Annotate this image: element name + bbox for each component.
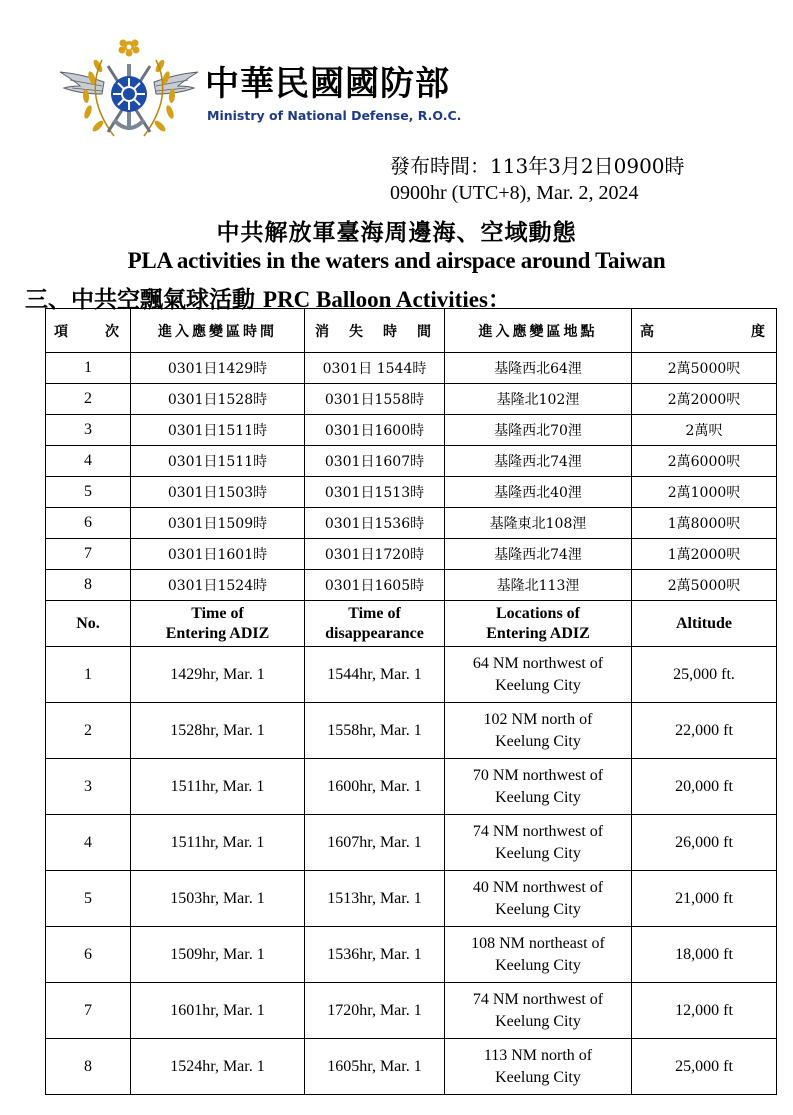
- table-header-zh: [46, 309, 777, 353]
- table-row: [46, 477, 777, 508]
- row-location: 基隆東北108浬: [445, 508, 632, 539]
- row-altitude: 21,000 ft: [632, 871, 777, 927]
- header-en-disappear-time-line1: Time of: [348, 604, 401, 622]
- row-location-line1: 74 NM northwest of: [472, 990, 604, 1008]
- row-disappear-time: 0301日1605時: [305, 570, 445, 601]
- header-altitude: 高 度: [632, 309, 777, 353]
- row-no: 1: [46, 353, 131, 384]
- row-location-line1: 102 NM north of: [483, 710, 593, 728]
- row-enter-time: 0301日1601時: [131, 539, 305, 570]
- row-altitude: 22,000 ft: [632, 703, 777, 759]
- header-item-no: 項 次: [46, 309, 131, 353]
- row-disappear-time: 0301日1600時: [305, 415, 445, 446]
- row-location: [445, 871, 632, 927]
- row-disappear-time: 1513hr, Mar. 1: [305, 871, 445, 927]
- row-disappear-time: 0301日 1544時: [305, 353, 445, 384]
- row-location: 基隆西北74浬: [445, 446, 632, 477]
- row-location-line1: 40 NM northwest of: [472, 878, 604, 896]
- release-time-zh: 發布時間：113年3月2日0900時: [390, 154, 685, 178]
- table-row: [46, 871, 777, 927]
- row-no: 2: [46, 703, 131, 759]
- table-row: [46, 415, 777, 446]
- row-altitude: 2萬5000呎: [632, 570, 777, 601]
- row-disappear-time: 1558hr, Mar. 1: [305, 703, 445, 759]
- header-en-location-line1: Locations of: [496, 604, 580, 622]
- header-en-disappear-time: [305, 601, 445, 647]
- row-enter-time: 0301日1503時: [131, 477, 305, 508]
- table-row: [46, 1039, 777, 1095]
- row-altitude: 2萬呎: [632, 415, 777, 446]
- section-heading-zh: 三、中共空飄氣球活動: [25, 286, 255, 313]
- row-location-line2: Keelung City: [495, 732, 581, 750]
- row-disappear-time: 0301日1607時: [305, 446, 445, 477]
- row-location: 基隆西北40浬: [445, 477, 632, 508]
- row-disappear-time: 1720hr, Mar. 1: [305, 983, 445, 1039]
- table-row: [46, 384, 777, 415]
- header-disappear-time: 消 失 時 間: [305, 309, 445, 353]
- row-enter-time: 0301日1524時: [131, 570, 305, 601]
- row-location: 基隆西北64浬: [445, 353, 632, 384]
- row-altitude: 26,000 ft: [632, 815, 777, 871]
- row-enter-time: 1503hr, Mar. 1: [131, 871, 305, 927]
- table-row: [46, 759, 777, 815]
- row-no: 8: [46, 1039, 131, 1095]
- row-enter-time: 0301日1511時: [131, 446, 305, 477]
- section-heading-en: PRC Balloon Activities：: [263, 287, 511, 312]
- header-en-altitude: Altitude: [632, 601, 777, 647]
- row-no: 2: [46, 384, 131, 415]
- row-enter-time: 1524hr, Mar. 1: [131, 1039, 305, 1095]
- row-location: [445, 815, 632, 871]
- row-location: [445, 927, 632, 983]
- row-location: [445, 703, 632, 759]
- header-en-location: [445, 601, 632, 647]
- row-location-line1: 108 NM northeast of: [471, 934, 605, 952]
- org-name-zh: 中華民國國防部: [205, 64, 450, 104]
- row-location: [445, 1039, 632, 1095]
- table-header-en: [46, 601, 777, 647]
- row-no: 1: [46, 647, 131, 703]
- header-enter-location: 進入應變區地點: [445, 309, 632, 353]
- row-enter-time: 0301日1509時: [131, 508, 305, 539]
- row-no: 6: [46, 508, 131, 539]
- table-row: [46, 508, 777, 539]
- row-no: 6: [46, 927, 131, 983]
- table-row: [46, 983, 777, 1039]
- header-en-disappear-time-line2: disappearance: [325, 624, 424, 642]
- row-enter-time: 1601hr, Mar. 1: [131, 983, 305, 1039]
- row-location-line2: Keelung City: [495, 956, 581, 974]
- table-row: [46, 647, 777, 703]
- row-no: 3: [46, 415, 131, 446]
- row-altitude: 18,000 ft: [632, 927, 777, 983]
- row-enter-time: 1528hr, Mar. 1: [131, 703, 305, 759]
- row-no: 3: [46, 759, 131, 815]
- row-disappear-time: 1605hr, Mar. 1: [305, 1039, 445, 1095]
- header-en-enter-time: [131, 601, 305, 647]
- row-altitude: 1萬2000呎: [632, 539, 777, 570]
- header-enter-time: 進入應變區時間: [131, 309, 305, 353]
- row-location-line2: Keelung City: [495, 1068, 581, 1086]
- row-location: [445, 647, 632, 703]
- row-disappear-time: 1536hr, Mar. 1: [305, 927, 445, 983]
- row-altitude: 25,000 ft: [632, 1039, 777, 1095]
- row-location: [445, 983, 632, 1039]
- row-location: 基隆西北70浬: [445, 415, 632, 446]
- row-location-line1: 74 NM northwest of: [472, 822, 604, 840]
- row-location-line2: Keelung City: [495, 1012, 581, 1030]
- row-enter-time: 1509hr, Mar. 1: [131, 927, 305, 983]
- table-row: [46, 446, 777, 477]
- table-row: [46, 927, 777, 983]
- row-altitude: 2萬5000呎: [632, 353, 777, 384]
- table-row: [46, 570, 777, 601]
- row-no: 8: [46, 570, 131, 601]
- header-en-location-line2: Entering ADIZ: [486, 624, 590, 642]
- row-location: 基隆北113浬: [445, 570, 632, 601]
- table-row: [46, 353, 777, 384]
- row-altitude: 2萬2000呎: [632, 384, 777, 415]
- row-location: [445, 759, 632, 815]
- header-en-no: No.: [46, 601, 131, 647]
- row-location-line2: Keelung City: [495, 788, 581, 806]
- row-location-line1: 70 NM northwest of: [472, 766, 604, 784]
- row-disappear-time: 0301日1536時: [305, 508, 445, 539]
- row-enter-time: 1511hr, Mar. 1: [131, 759, 305, 815]
- row-location-line1: 113 NM north of: [483, 1046, 593, 1064]
- row-enter-time: 0301日1511時: [131, 415, 305, 446]
- row-disappear-time: 1607hr, Mar. 1: [305, 815, 445, 871]
- row-altitude: 2萬6000呎: [632, 446, 777, 477]
- org-name-en: Ministry of National Defense, R.O.C.: [207, 108, 462, 123]
- row-enter-time: 0301日1528時: [131, 384, 305, 415]
- row-altitude: 12,000 ft: [632, 983, 777, 1039]
- report-title-zh: 中共解放軍臺海周邊海、空域動態: [216, 219, 577, 246]
- row-no: 4: [46, 815, 131, 871]
- row-disappear-time: 0301日1720時: [305, 539, 445, 570]
- row-disappear-time: 1600hr, Mar. 1: [305, 759, 445, 815]
- table-row: [46, 539, 777, 570]
- row-altitude: 25,000 ft.: [632, 647, 777, 703]
- row-location: 基隆北102浬: [445, 384, 632, 415]
- row-location-line2: Keelung City: [495, 844, 581, 862]
- row-enter-time: 0301日1429時: [131, 353, 305, 384]
- header-en-enter-time-line2: Entering ADIZ: [165, 624, 270, 642]
- row-altitude: 1萬8000呎: [632, 508, 777, 539]
- header-en-enter-time-line1: Time of: [191, 604, 244, 622]
- row-location-line2: Keelung City: [495, 676, 581, 694]
- row-no: 7: [46, 539, 131, 570]
- row-location: 基隆西北74浬: [445, 539, 632, 570]
- row-no: 4: [46, 446, 131, 477]
- row-no: 5: [46, 477, 131, 508]
- row-enter-time: 1511hr, Mar. 1: [131, 815, 305, 871]
- row-altitude: 2萬1000呎: [632, 477, 777, 508]
- row-location-line2: Keelung City: [495, 900, 581, 918]
- mnd-emblem-logo: [58, 36, 200, 146]
- balloon-activity-table: [45, 308, 777, 1095]
- row-no: 5: [46, 871, 131, 927]
- row-altitude: 20,000 ft: [632, 759, 777, 815]
- report-title-en: PLA activities in the waters and airspace around Taiwan: [127, 248, 666, 273]
- table-row: [46, 815, 777, 871]
- row-location-line1: 64 NM northwest of: [472, 654, 604, 672]
- table-row: [46, 703, 777, 759]
- row-disappear-time: 0301日1513時: [305, 477, 445, 508]
- row-disappear-time: 0301日1558時: [305, 384, 445, 415]
- row-no: 7: [46, 983, 131, 1039]
- row-disappear-time: 1544hr, Mar. 1: [305, 647, 445, 703]
- row-enter-time: 1429hr, Mar. 1: [131, 647, 305, 703]
- release-time-en: 0900hr (UTC+8), Mar. 2, 2024: [390, 182, 639, 204]
